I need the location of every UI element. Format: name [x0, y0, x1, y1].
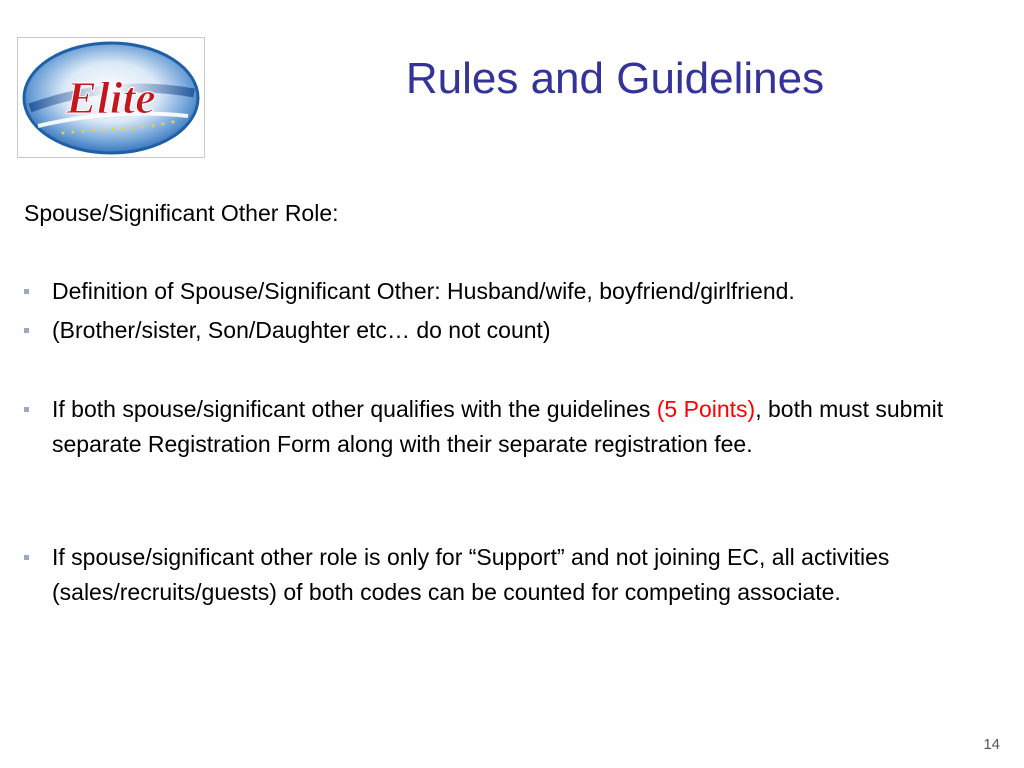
bullet-exclusions-text: (Brother/sister, Son/Daughter etc… do not count) — [52, 317, 551, 343]
elite-logo-emblem — [18, 38, 204, 157]
bullet-support-role — [52, 540, 1002, 610]
bullet-support-role-text: If spouse/significant other role is only for “Support” and not joining EC, all activities (sales/recruits/guests) of both codes can be counted for competing associate. — [52, 544, 890, 605]
bullet-both-qualify — [52, 392, 1002, 462]
section-heading: Spouse/Significant Other Role: — [24, 200, 339, 226]
slide-title: Rules and Guidelines — [405, 54, 825, 103]
bullet-definition — [52, 274, 1002, 309]
page-number: 14 — [983, 736, 1000, 753]
bullet-exclusions — [52, 313, 1002, 348]
bullet-both-qualify-continuation: , both must submit separate Registration Form along with their separate registration fee. — [52, 396, 944, 457]
bullet-both-qualify-text: If both spouse/significant other qualifies with the guidelines — [52, 396, 657, 422]
elite-logo — [17, 37, 205, 158]
bullet-definition-text: Definition of Spouse/Significant Other: Husband/wife, boyfriend/girlfriend. — [52, 278, 795, 304]
logo-wordmark: Elite — [66, 72, 156, 123]
points-highlight: (5 Points) — [656, 396, 756, 422]
